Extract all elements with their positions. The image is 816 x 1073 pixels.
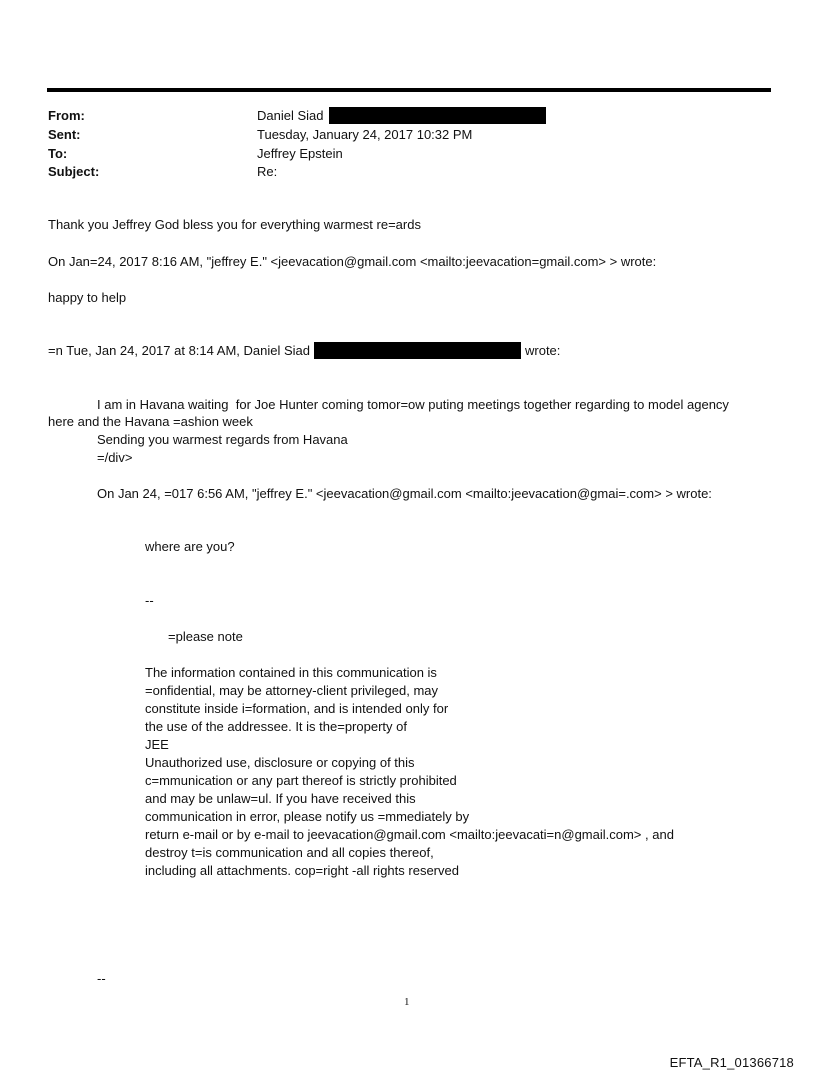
disclaimer-line: c=mmunication or any part thereof is strictly prohibited [145,773,457,788]
disclaimer-line: JEE [145,737,169,752]
quote-line-header-3: On Jan 24, =017 6:56 AM, "jeffrey E." <jeevacation@gmail.com <mailto:jeevacation@gmai=.com> > wrote: [97,486,712,501]
disclaimer-line: constitute inside i=formation, and is intended only for [145,701,449,716]
header-rule [47,88,771,92]
body-line-quote-header: On Jan=24, 2017 8:16 AM, "jeffrey E." <jeevacation@gmail.com <mailto:jeevacation=gmail.com> > wrote: [48,254,657,269]
disclaimer-line: Unauthorized use, disclosure or copying of this [145,755,415,770]
disclaimer-line: =onfidential, may be attorney-client privileged, may [145,683,439,698]
disclaimer-line: The information contained in this communication is [145,665,437,680]
document-id: EFTA_R1_01366718 [669,1055,794,1070]
to-label: To: [48,146,68,161]
from-value: Daniel Siad [257,108,324,123]
please-note: =please note [168,629,243,644]
disclaimer-line: and may be unlaw=ul. If you have received this [145,791,416,806]
subject-value: Re: [257,164,278,179]
disclaimer-line: communication in error, please notify us =mmediately by [145,809,470,824]
sent-value: Tuesday, January 24, 2017 10:32 PM [257,127,473,142]
to-value: Jeffrey Epstein [257,146,343,161]
page-number: 1 [404,996,410,1008]
quote-line-havana: I am in Havana waiting for Joe Hunter coming tomor=ow puting meetings together regarding to model agency [97,397,729,412]
disclaimer-line: including all attachments. cop=right -all rights reserved [145,863,459,878]
sent-label: Sent: [48,127,81,142]
disclaimer-line: destroy t=is communication and all copies thereof, [145,845,434,860]
body-line-wrote: wrote: [525,343,561,358]
quote-line-fashion: here and the Havana =ashion week [48,414,253,429]
redaction-bar [314,342,521,359]
subject-label: Subject: [48,164,100,179]
bottom-dash: -- [97,971,106,986]
body-line-thanks: Thank you Jeffrey God bless you for everything warmest re=ards [48,217,421,232]
quote-line-regards: Sending you warmest regards from Havana [97,432,348,447]
body-line-quote-header-2: =n Tue, Jan 24, 2017 at 8:14 AM, Daniel Siad [48,343,310,358]
signature-dash: -- [145,593,154,608]
disclaimer-line: the use of the addressee. It is the=property of [145,719,407,734]
quote-line-div: =/div> [97,450,133,465]
quote-line-where: where are you? [145,539,235,554]
disclaimer-line: return e-mail or by e-mail to jeevacation@gmail.com <mailto:jeevacati=n@gmail.com> , and [145,827,674,842]
redaction-bar [329,107,546,124]
body-line-happy: happy to help [48,290,127,305]
from-label: From: [48,108,85,123]
